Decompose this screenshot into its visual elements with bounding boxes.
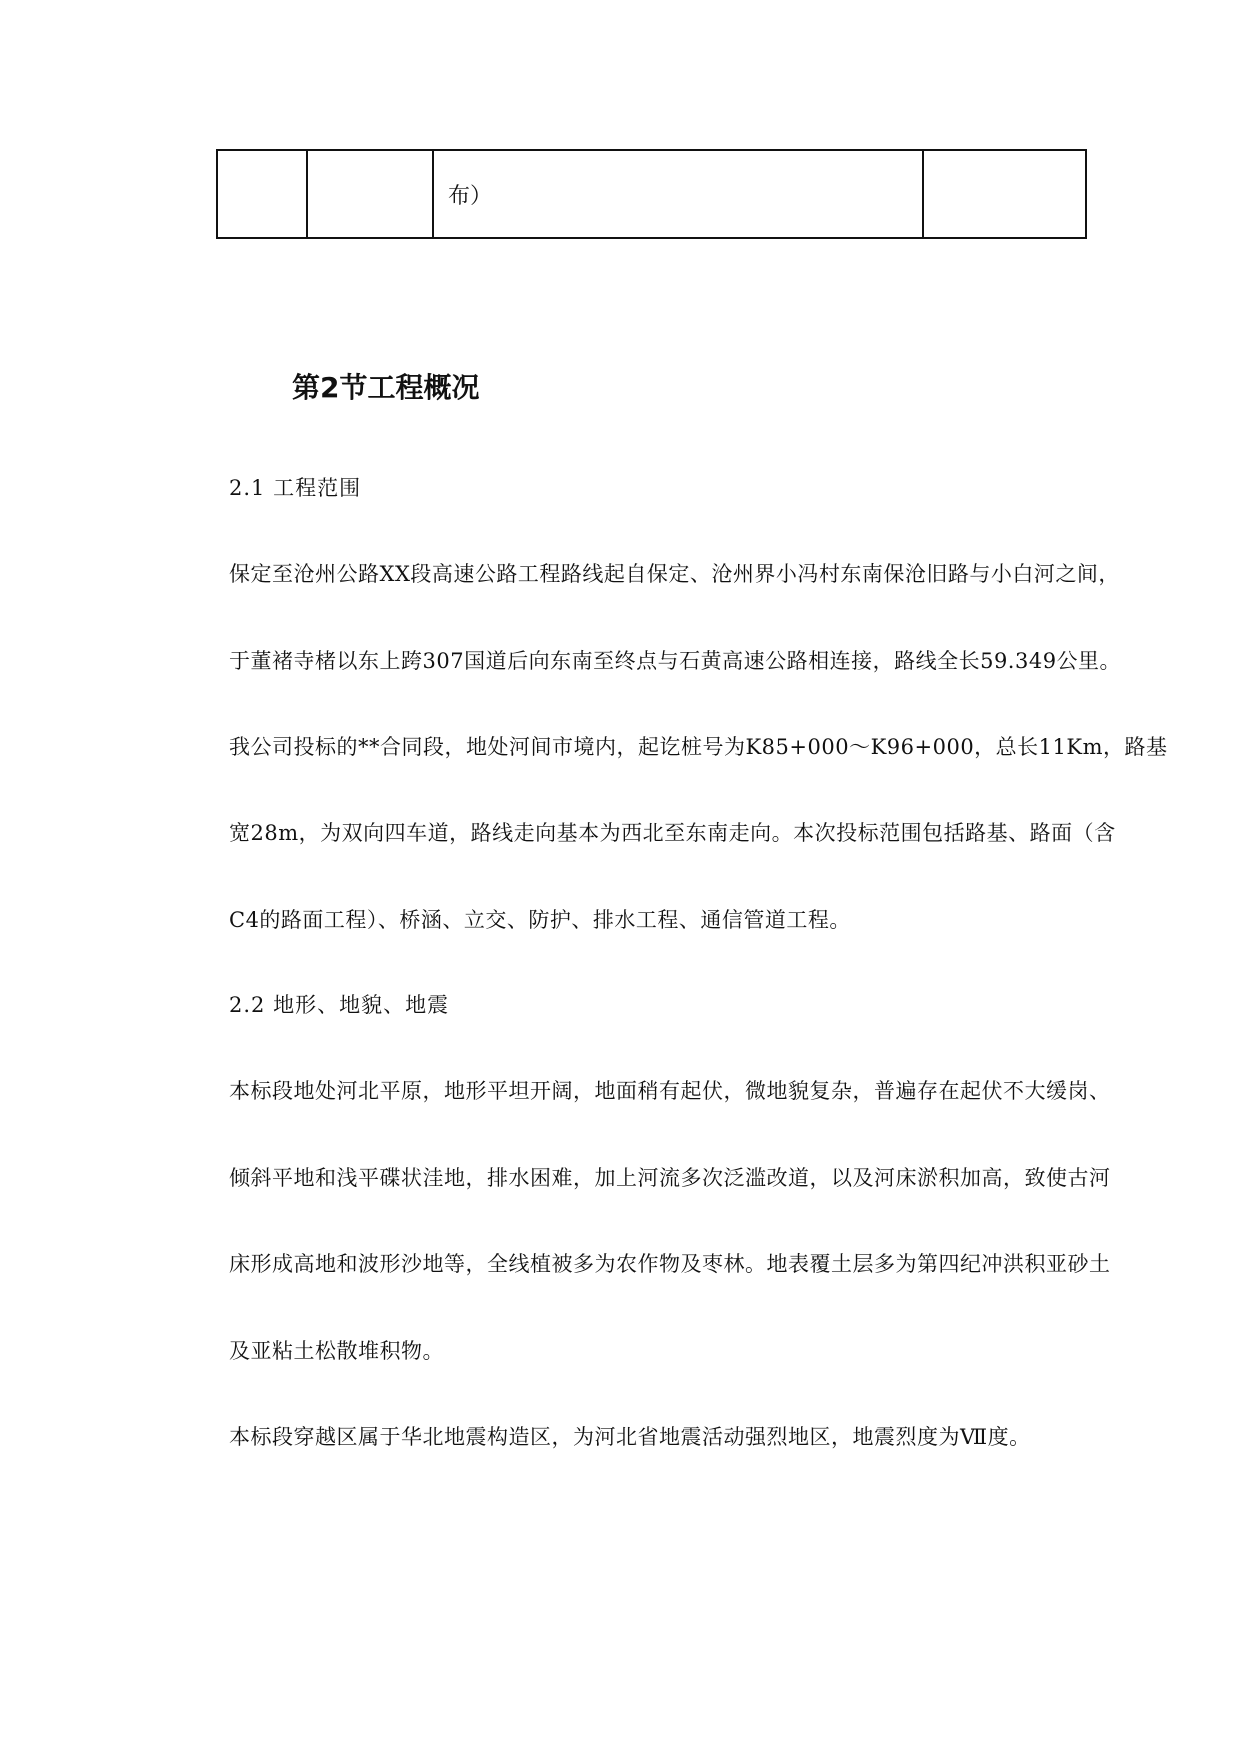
paragraph-line: 于董褚寺楮以东上跨307国道后向东南至终点与石黄高速公路相连接，路线全长59.349公里。 <box>229 649 1122 673</box>
paragraph-line: 本标段地处河北平原，地形平坦开阔，地面稍有起伏，微地貌复杂，普遍存在起伏不大缓岗、 <box>229 1079 1111 1103</box>
table-row <box>217 150 1086 238</box>
subsection-heading-scope: 2.1 工程范围 <box>229 476 362 500</box>
subsection-heading-terrain: 2.2 地形、地貌、地震 <box>229 993 450 1017</box>
paragraph-line: 保定至沧州公路XX段高速公路工程路线起自保定、沧州界小冯村东南保沧旧路与小白河之间， <box>229 562 1120 586</box>
paragraph-line: 及亚粘土松散堆积物。 <box>229 1339 444 1363</box>
paragraph-line: 床形成高地和波形沙地等，全线植被多为农作物及枣林。地表覆土层多为第四纪冲洪积亚砂土 <box>229 1252 1111 1276</box>
paragraph-line: C4的路面工程）、桥涵、立交、防护、排水工程、通信管道工程。 <box>229 908 851 932</box>
paragraph-line: 倾斜平地和浅平碟状洼地，排水困难，加上河流多次泛滥改道，以及河床淤积加高，致使古河 <box>229 1166 1111 1190</box>
table-cell <box>923 150 1086 238</box>
table-fragment <box>216 149 1087 239</box>
paragraph-line: 我公司投标的**合同段，地处河间市境内，起讫桩号为K85+000～K96+000，总长11Km，路基 <box>229 735 1168 759</box>
table-cell <box>307 150 433 238</box>
table-cell <box>217 150 307 238</box>
table-cell: 布） <box>433 150 923 238</box>
paragraph-line: 宽28m，为双向四车道，路线走向基本为西北至东南走向。本次投标范围包括路基、路面（含 <box>229 821 1116 845</box>
paragraph-line: 本标段穿越区属于华北地震构造区，为河北省地震活动强烈地区，地震烈度为Ⅶ度。 <box>229 1425 1031 1449</box>
section-title: 第2节工程概况 <box>292 371 480 404</box>
